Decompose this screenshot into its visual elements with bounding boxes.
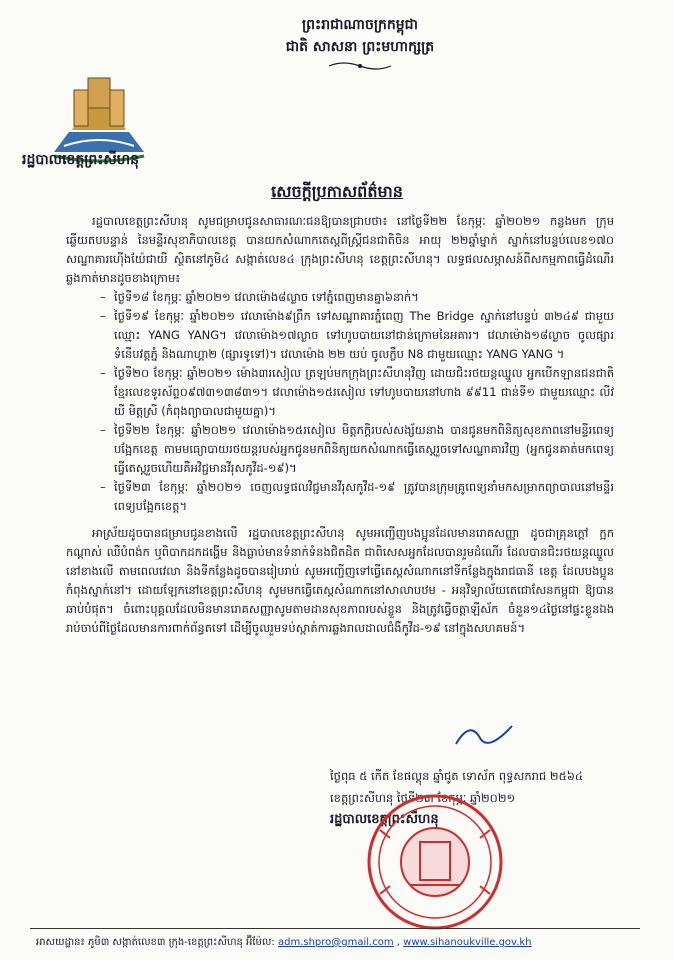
document-body <box>66 212 614 638</box>
website-link[interactable]: www.sihanoukville.gov.kh <box>403 937 532 948</box>
initial-signature-icon <box>450 716 520 756</box>
issuer-name: រដ្ឋបាលខេត្តព្រះសីហនុ <box>22 152 139 168</box>
signing-authority: រដ្ឋបាលខេត្តព្រះសីហនុ <box>330 812 439 827</box>
intro-paragraph: រដ្ឋបាលខេត្តព្រះសីហនុ សូមជម្រាបជូនសាធារណៈជនឱ្យបានជ្រាបថា៖ នៅថ្ងៃទី២២ ខែកុម្ភៈ ឆ្នាំ២០២១ កន្លងមក ក្រុមឆ្លើយតបបន្ទាន់ នៃមន្ទីរសុខាភិបាលខេត្ត បានយកសំណាកតេស្តពីស្រ្តីជនជាតិចិន អាយុ ២២ឆ្នាំម្នាក់ ស្នាក់នៅបន្ទប់លេខ១៧០ សណ្ឋាគារហ៊ើងយ៉ែជាយី ស្ថិតនៅភូមិ៤ សង្កាត់លេខ៤ ក្រុងព្រះសីហនុ ខេត្តព្រះសីហនុ។ លទ្ធផលសម្ភាសន៍ពីសកម្មភាពធ្វើដំណើរឆ្លងកាត់មានដូចខាងក្រោម៖ <box>66 214 614 285</box>
timeline-item: – ថ្ងៃទី២២ ខែកុម្ភៈ ឆ្នាំ២០២១ វេលាម៉ោង១៥រសៀល មិត្តភក្តិរបស់សង្ស័យនាង បានជូនមកពិនិត្យសុខភាពនៅមន្ទីរពេទ្យបង្អែកខេត្ត តាមមធ្យោបាយរថយន្តរបស់អ្នកជូនមកពិនិត្យយកសំណាកធ្វើតេស្តរួចទៅសណ្ឋាគារវិញ (អ្នកជូនគាត់មកពេទ្យធ្វើតេស្តរួចហើយគឺអវិជ្ជមានវីរុសកូវីដ-១៩)។ <box>104 421 614 478</box>
timeline-item: – ថ្ងៃទី១៨ ខែកុម្ភៈ ឆ្នាំ២០២១ វេលាម៉ោង៨ល្ងាច ទៅភ្នំពេញមានគ្នា៦នាក់។ <box>104 288 614 307</box>
footer-address: អាសយដ្ឋាន៖ ភូមិ៣ សង្កាត់លេខ៣ ក្រុង-ខេត្តព្រះសីហនុ អ៊ីម៉ែល: <box>36 937 275 948</box>
footer-divider <box>30 928 640 929</box>
solar-date: ខេត្តព្រះសីហនុ ថ្ងៃទី២៣ ខែកុម្ភៈ ឆ្នាំ២០២១ <box>330 791 516 805</box>
footer <box>36 935 646 950</box>
closing-paragraph: អាស្រ័យដូចបានជម្រាបជូនខាងលើ រដ្ឋបាលខេត្តព្រះសីហនុ សូមអញ្ជើញបងប្អូនដែលមានរោគសញ្ញា ដូចជាគ្រុនក្តៅ ក្អក កណ្តាស់ ឈឺបំពង់ក ឬពិបាកដកដង្ហើម និងធ្លាប់មានទំនាក់ទំនងជិតដិត ជាពិសេសអ្នកដែលបានរួមដំណើរ ដែលបានជិះរថយន្តឈ្នួលនៅខាងលើ តាមពេលវេលា និងទីកន្លែងដូចបានរៀបរាប់ សូមអញ្ជើញទៅធ្វើតេស្តសំណាកនៅទីកន្លែងក្នុងរាជធានី ខេត្ត ដែលបងប្អូនកំពុងស្នាក់នៅ។ ដោយឡែកនៅខេត្តព្រះសីហនុ សូមមកធ្វើតេស្តសំណាកនៅសាលាបឋម - អនុវិទ្យាល័យតេជោសែនកម្ពុជា ឱ្យបានឆាប់បំផុត។ ចំពោះបុគ្គលដែលមិនមានរោគសញ្ញាសូមតាមដានសុខភាពរបស់ខ្លួន និងត្រូវធ្វើចត្តាឡីស័ក ចំនួន១៤ថ្ងៃនៅផ្ទះខ្លួនឯង រាប់ចាប់ពីថ្ងៃដែលមានការពាក់ព័ន្ធតទៅ ដើម្បីចូលរួមទប់ស្កាត់ការឆ្លងរាលដាលជំងឺកូវីដ-១៩ នៅក្នុងសហគមន៍។ <box>66 526 614 635</box>
timeline-list <box>104 288 614 516</box>
email-link[interactable]: adm.shpro@gmail.com <box>277 937 394 948</box>
national-motto: ជាតិ សាសនា ព្រះមហាក្សត្រ <box>285 39 435 55</box>
official-seal-icon <box>340 790 530 935</box>
document-title: សេចក្តីប្រកាសព័ត៌មាន <box>271 182 403 201</box>
ornament-divider-icon <box>325 60 395 72</box>
lunar-date: ថ្ងៃពុធ ៥ កើត ខែផល្គុន ឆ្នាំជូត ទោស័ក ពុទ្ធសករាជ ២៥៦៤ <box>330 769 584 783</box>
kingdom-name: ព្រះរាជាណាចក្រកម្ពុជា <box>301 17 418 33</box>
letterhead <box>180 14 540 72</box>
footer-separator: , <box>393 937 404 948</box>
timeline-item: – ថ្ងៃទី២០ ខែកុម្ភៈ ឆ្នាំ២០២១ ម៉ោង៣រសៀល ត្រឡប់មកក្រុងព្រះសីហនុវិញ ដោយជិះរថយន្តឈ្នួល អ្នកបើកឡានជនជាតិខ្មែរលេខទូរស័ព្ទ០៩៧៣១៣៨៣១។ វេលាម៉ោង១៥រសៀល ទៅហូបបាយនៅហាង ៩៩11 ជាន់ទី១ ជាមួយឈ្មោះ លីវ យី មិត្តស្រី (កំពុងព្យាបាលជាមួយគ្នា)។ <box>104 364 614 421</box>
timeline-item: – ថ្ងៃទី១៩ ខែកុម្ភៈ ឆ្នាំ២០២១ វេលាម៉ោង៩ព្រឹក ទៅសណ្ឋាគារភ្នំពេញ The Bridge ស្នាក់នៅបន្ទប់ ៣២៤៩ ជាមួយឈ្មោះ YANG YANG។ វេលាម៉ោង១៧ល្ងាច ទៅហូបបាយនៅជាន់ក្រោមនៃអគារ។ វេលាម៉ោង១៨ល្ងាច ចូលផ្សារទំនើបវត្តភ្នំ និងណាហ្គា២ (ផ្សារទូទៅ)។ វេលាម៉ោង ២២ យប់ ចូលក្លឹប N8 ជាមួយឈ្មោះ YANG YANG ។ <box>104 307 614 364</box>
timeline-item: – ថ្ងៃទី២៣ ខែកុម្ភៈ ឆ្នាំ២០២១ ចេញលទ្ធផលវិជ្ជមានវីរុសកូវីដ-១៩ ត្រូវបានក្រុមគ្រូពេទ្យនាំមកសម្រាកព្យាបាលនៅមន្ទីរពេទ្យបង្អែកខេត្ត។ <box>104 478 614 516</box>
